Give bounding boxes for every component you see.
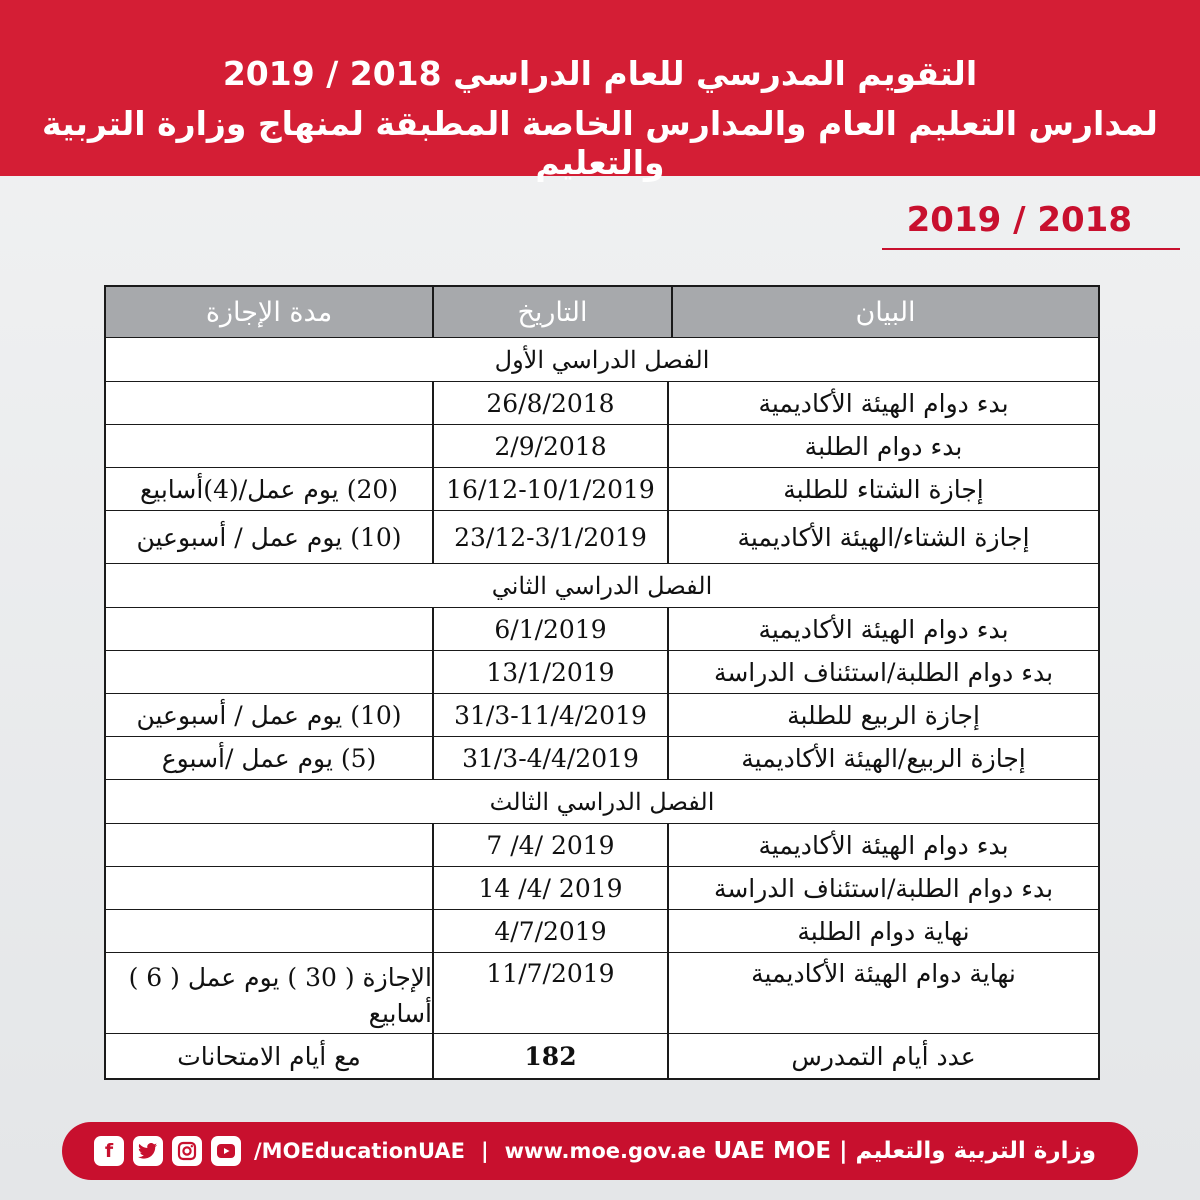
date-cell: 11/7/2019 bbox=[432, 953, 669, 1033]
duration-cell bbox=[106, 953, 432, 1033]
section-title-row bbox=[106, 563, 1098, 607]
footer-social bbox=[94, 1122, 706, 1180]
duration-cell bbox=[106, 608, 432, 650]
table-row bbox=[106, 510, 1098, 563]
table-row bbox=[106, 736, 1098, 779]
total-note: مع أيام الامتحانات bbox=[177, 1041, 361, 1071]
date-cell: 7 /4/ 2019 bbox=[432, 824, 669, 866]
description-cell: بدء دوام الهيئة الأكاديمية bbox=[758, 614, 1009, 644]
footer-org: وزارة التربية والتعليم | UAE MOE bbox=[713, 1138, 1096, 1164]
description-cell: بدء دوام الطلبة/استئناف الدراسة bbox=[713, 657, 1054, 687]
table-row bbox=[106, 650, 1098, 693]
year-heading bbox=[880, 200, 1180, 250]
duration-cell bbox=[106, 867, 432, 909]
duration-cell: (20) يوم عمل/(4)أسابيع bbox=[139, 474, 399, 504]
total-row bbox=[106, 1033, 1098, 1078]
date-cell: 2/9/2018 bbox=[432, 425, 669, 467]
description-cell: إجازة الربيع للطلبة bbox=[787, 700, 980, 730]
header-title: التقويم المدرسي للعام الدراسي 2018 / 2019 bbox=[222, 54, 978, 93]
description-cell: بدء دوام الهيئة الأكاديمية bbox=[758, 388, 1009, 418]
duration-cell: (5) يوم عمل /أسبوع bbox=[161, 743, 377, 773]
table-row bbox=[106, 693, 1098, 736]
date-cell: 6/1/2019 bbox=[432, 608, 669, 650]
table-row bbox=[106, 381, 1098, 424]
facebook-icon[interactable]: f bbox=[94, 1136, 124, 1166]
date-cell: 16/12-10/1/2019 bbox=[432, 468, 669, 510]
date-cell: 13/1/2019 bbox=[432, 651, 669, 693]
date-cell: 4/7/2019 bbox=[432, 910, 669, 952]
duration-cell: (10) يوم عمل / أسبوعين bbox=[136, 522, 402, 552]
table-row bbox=[106, 607, 1098, 650]
duration-line: أسابيع bbox=[368, 999, 432, 1028]
table-row bbox=[106, 424, 1098, 467]
website-link[interactable]: www.moe.gov.ae bbox=[504, 1139, 706, 1163]
description-cell: إجازة الربيع/الهيئة الأكاديمية bbox=[741, 743, 1026, 773]
duration-cell: (10) يوم عمل / أسبوعين bbox=[136, 700, 402, 730]
footer-bar bbox=[62, 1122, 1138, 1180]
total-description: عدد أيام التمدرس bbox=[791, 1041, 976, 1071]
description-cell: بدء دوام الهيئة الأكاديمية bbox=[758, 830, 1009, 860]
duration-cell bbox=[106, 382, 432, 424]
date-cell: 26/8/2018 bbox=[432, 382, 669, 424]
date-cell: 14 /4/ 2019 bbox=[432, 867, 669, 909]
year-underline bbox=[882, 248, 1180, 250]
description-cell: نهاية دوام الطلبة bbox=[797, 916, 970, 946]
date-cell: 23/12-3/1/2019 bbox=[432, 511, 669, 563]
description-cell: بدء دوام الطلبة bbox=[804, 431, 963, 461]
section-title-row bbox=[106, 337, 1098, 381]
section-title: الفصل الدراسي الثالث bbox=[489, 787, 715, 816]
instagram-icon[interactable] bbox=[172, 1136, 202, 1166]
youtube-icon[interactable] bbox=[211, 1136, 241, 1166]
duration-cell bbox=[106, 910, 432, 952]
table-row bbox=[106, 909, 1098, 952]
duration-cell bbox=[106, 651, 432, 693]
table-header-row bbox=[106, 287, 1098, 337]
footer-separator: | bbox=[480, 1139, 489, 1163]
date-cell: 31/3-4/4/2019 bbox=[432, 737, 669, 779]
table-row bbox=[106, 823, 1098, 866]
section-title: الفصل الدراسي الثاني bbox=[491, 571, 713, 600]
header-description: البيان bbox=[855, 296, 916, 328]
table-row bbox=[106, 952, 1098, 1033]
calendar-table bbox=[104, 285, 1100, 1080]
duration-cell bbox=[106, 824, 432, 866]
header-duration: مدة الإجازة bbox=[205, 296, 333, 328]
header-date: التاريخ bbox=[432, 287, 673, 337]
duration-cell bbox=[106, 425, 432, 467]
twitter-icon[interactable] bbox=[133, 1136, 163, 1166]
header-subtitle: لمدارس التعليم العام والمدارس الخاصة المطبقة لمنهاج وزارة التربية والتعليم bbox=[42, 104, 1158, 182]
total-value: 182 bbox=[432, 1034, 669, 1078]
table-row bbox=[106, 467, 1098, 510]
page-header bbox=[0, 0, 1200, 182]
year-label: 2019 / 2018 bbox=[906, 200, 1132, 240]
table-row bbox=[106, 866, 1098, 909]
social-handle[interactable]: /MOEducationUAE bbox=[254, 1139, 465, 1163]
section-title: الفصل الدراسي الأول bbox=[494, 345, 710, 374]
description-cell: نهاية دوام الهيئة الأكاديمية bbox=[751, 959, 1016, 988]
section-title-row bbox=[106, 779, 1098, 823]
description-cell: بدء دوام الطلبة/استئناف الدراسة bbox=[713, 873, 1054, 903]
duration-line: الإجازة ( 30 ) يوم عمل ( 6 ) bbox=[128, 963, 432, 992]
description-cell: إجازة الشتاء للطلبة bbox=[783, 474, 984, 504]
description-cell: إجازة الشتاء/الهيئة الأكاديمية bbox=[737, 522, 1030, 552]
date-cell: 31/3-11/4/2019 bbox=[432, 694, 669, 736]
